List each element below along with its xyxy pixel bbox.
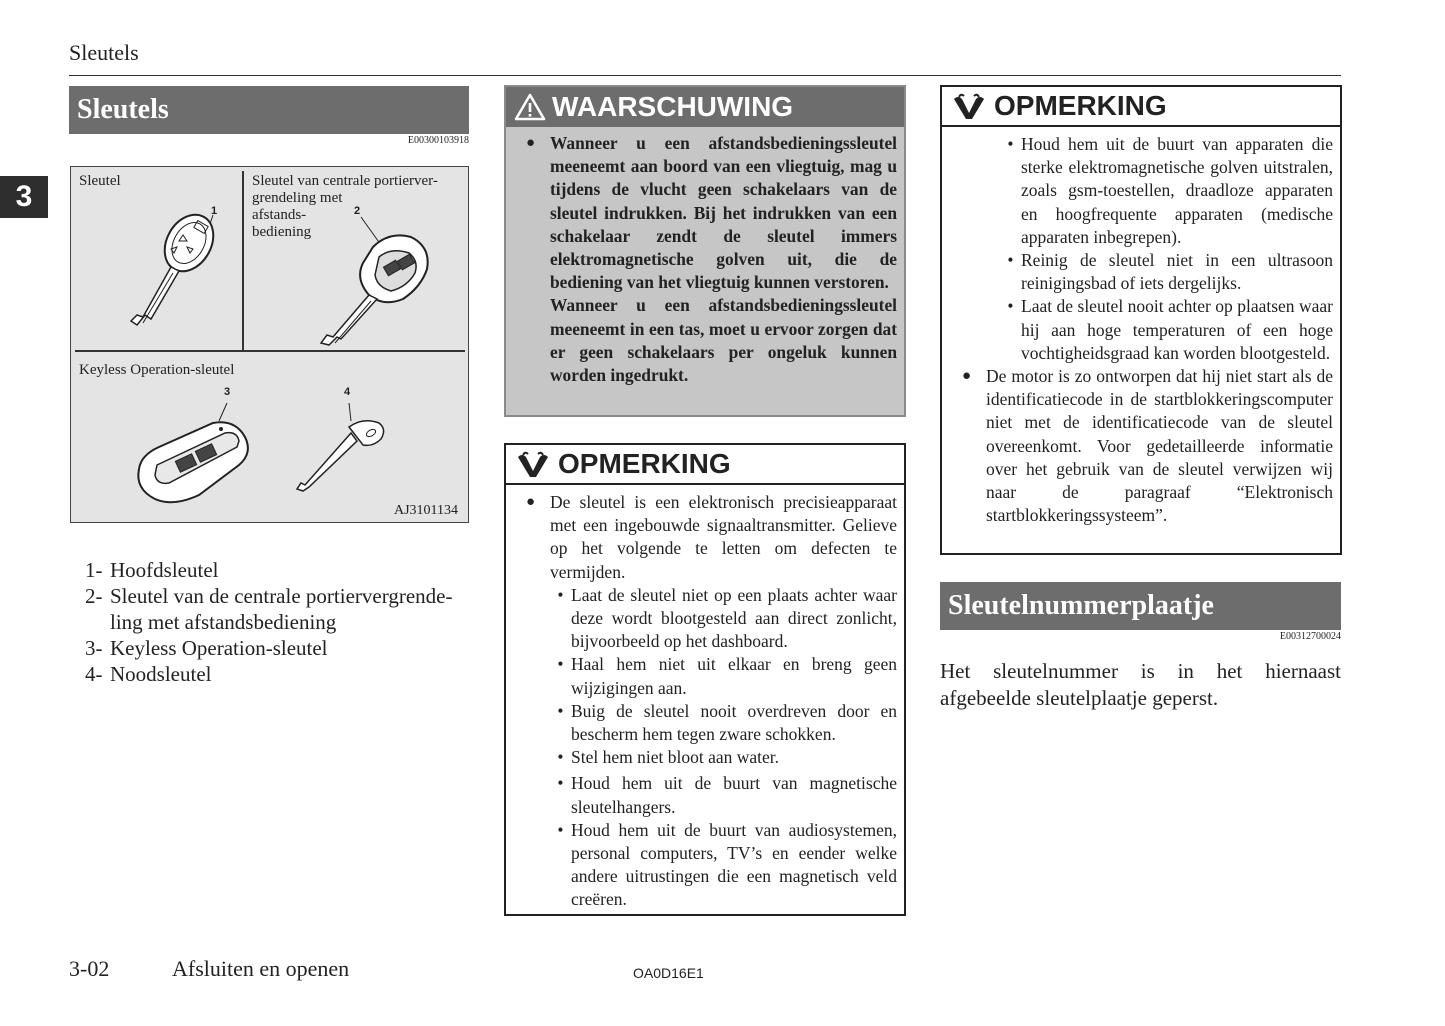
note-bullet: • Laat de sleutel nooit achter op plaatsen waar hij aan hoge temperaturen of een hoge vochtigheidsgraad kan worden blootgesteld.	[1007, 296, 1333, 363]
footer-code: OA0D16E1	[633, 965, 704, 981]
note-bullet: • Houd hem uit de buurt van apparaten die sterke elektromagnetische golven uitstralen, zoals gsm-toestellen, draadloze apparaten en hoogfrequente apparaten (medische apparaten inbegrepen).	[1007, 134, 1333, 247]
note-bullet: • Houd hem uit de buurt van audiosystemen, personal computers, TV’s en eender welke andere uitrustingen die een magnetisch veld creëren.	[557, 819, 897, 910]
remote-key-illustration	[311, 207, 441, 347]
figure-label-remote-3: afstands-	[252, 207, 307, 223]
header-rule	[69, 75, 1341, 76]
legend-item: 3- Keyless Operation-sleutel	[85, 636, 328, 660]
note-paragraph: ● De sleutel is een elektronisch precisieapparaat met een ingebouwde signaaltransmitter. Gelieve op het volgende te letten om defecten te vermijden.	[526, 492, 897, 582]
figure-label-remote-4: bediening	[252, 224, 312, 240]
figure-label-keyless: Keyless Operation-sleutel	[79, 362, 235, 378]
note-bullet: • Reinig de sleutel niet in een ultrasoon reinigingsbad of iets dergelijks.	[1007, 250, 1333, 294]
note-bullet: • Houd hem uit de buurt van magnetische sleutelhangers.	[557, 773, 897, 817]
figure-divider-vertical	[242, 171, 244, 351]
emergency-key-illustration	[293, 399, 393, 499]
figure-code: AJ3101134	[394, 503, 459, 518]
footer-section-title: Afsluiten en openen	[172, 956, 350, 981]
note-header	[506, 445, 904, 485]
note-bullet: • Haal hem niet uit elkaar en breng geen wijzigingen aan.	[557, 654, 897, 698]
figure-label-sleutel: Sleutel	[79, 173, 121, 189]
note-title: OPMERKING	[994, 90, 1167, 121]
legend-item: 4- Noodsleutel	[85, 662, 212, 686]
note-hand-icon	[514, 449, 552, 479]
legend-item: 1- Hoofdsleutel	[85, 558, 219, 582]
header-title: Sleutels	[69, 40, 139, 65]
figure-number-1: 1	[211, 205, 218, 217]
warning-box	[504, 85, 906, 417]
note-bullet: • Laat de sleutel niet op een plaats achter waar deze wordt blootgesteld aan direct zonlicht, bijvoorbeeld op het dashboard.	[557, 584, 897, 652]
section2-body: Het sleutelnummer is in het hiernaast afgebeelde sleutelplaatje geperst.	[940, 659, 1341, 710]
footer-page-number: 3-02	[69, 956, 110, 981]
keyless-fob-illustration	[129, 399, 259, 509]
section1-code: E00300103918	[407, 135, 469, 146]
note-bullet: • Stel hem niet bloot aan water.	[557, 747, 780, 768]
note-header	[942, 87, 1340, 127]
figure-label-remote-1: Sleutel van centrale portierver-	[252, 173, 438, 189]
master-key-illustration	[121, 207, 231, 327]
section-title-sleutelnummerplaatje: Sleutelnummerplaatje	[940, 582, 1341, 630]
figure-number-2: 2	[354, 205, 361, 217]
note-hand-icon	[950, 91, 988, 121]
section-title-sleutels: Sleutels	[69, 86, 469, 134]
warning-paragraph: ● Wanneer u een afstandsbedieningssleutel meeneemt aan boord van een vliegtuig, mag u tijdens de vlucht geen schakelaars van de sleutel indrukken. Bij het indrukken van een schakelaar zendt de sleutel immers elektromagnetische golven uit, die de bediening van het vliegtuig kunnen verstoren.	[526, 133, 897, 293]
warning-title: WAARSCHUWING	[552, 91, 794, 122]
note-box-1	[504, 443, 906, 916]
warning-paragraph: Wanneer u een afstandsbedieningssleutel meeneemt in een tas, moet u ervoor zorgen dat er geen schakelaars per ongeluk kunnen worden ingedrukt.	[550, 295, 897, 386]
note-paragraph: ● De motor is zo ontworpen dat hij niet start als de identificatiecode in de startblokkeringscomputer niet met de identificatiecode van de sleutel overeenkomt. Voor gedetailleerde informatie over het gebruik van de sleutel verwijzen wij naar de paragraaf “Elektronisch startblokkeringssysteem”.	[962, 366, 1333, 526]
legend-item: 2- Sleutel van de centrale portiervergrende-ling met afstandsbediening	[85, 584, 453, 634]
chapter-tab: 3	[0, 176, 48, 218]
figure-legend	[85, 557, 475, 687]
warning-header	[506, 87, 904, 127]
note-bullet: • Buig de sleutel nooit overdreven door en bescherm hem tegen zware schokken.	[557, 700, 897, 745]
section2-code: E00312700024	[1279, 631, 1341, 642]
figure-number-4: 4	[344, 386, 351, 398]
figure-label-remote-2: grendeling met	[252, 190, 343, 206]
warning-triangle-icon	[514, 93, 546, 121]
note-box-2	[940, 85, 1342, 555]
key-figure	[70, 166, 469, 523]
note-title: OPMERKING	[558, 448, 731, 479]
figure-number-3: 3	[224, 386, 231, 398]
figure-divider-horizontal	[75, 350, 465, 352]
